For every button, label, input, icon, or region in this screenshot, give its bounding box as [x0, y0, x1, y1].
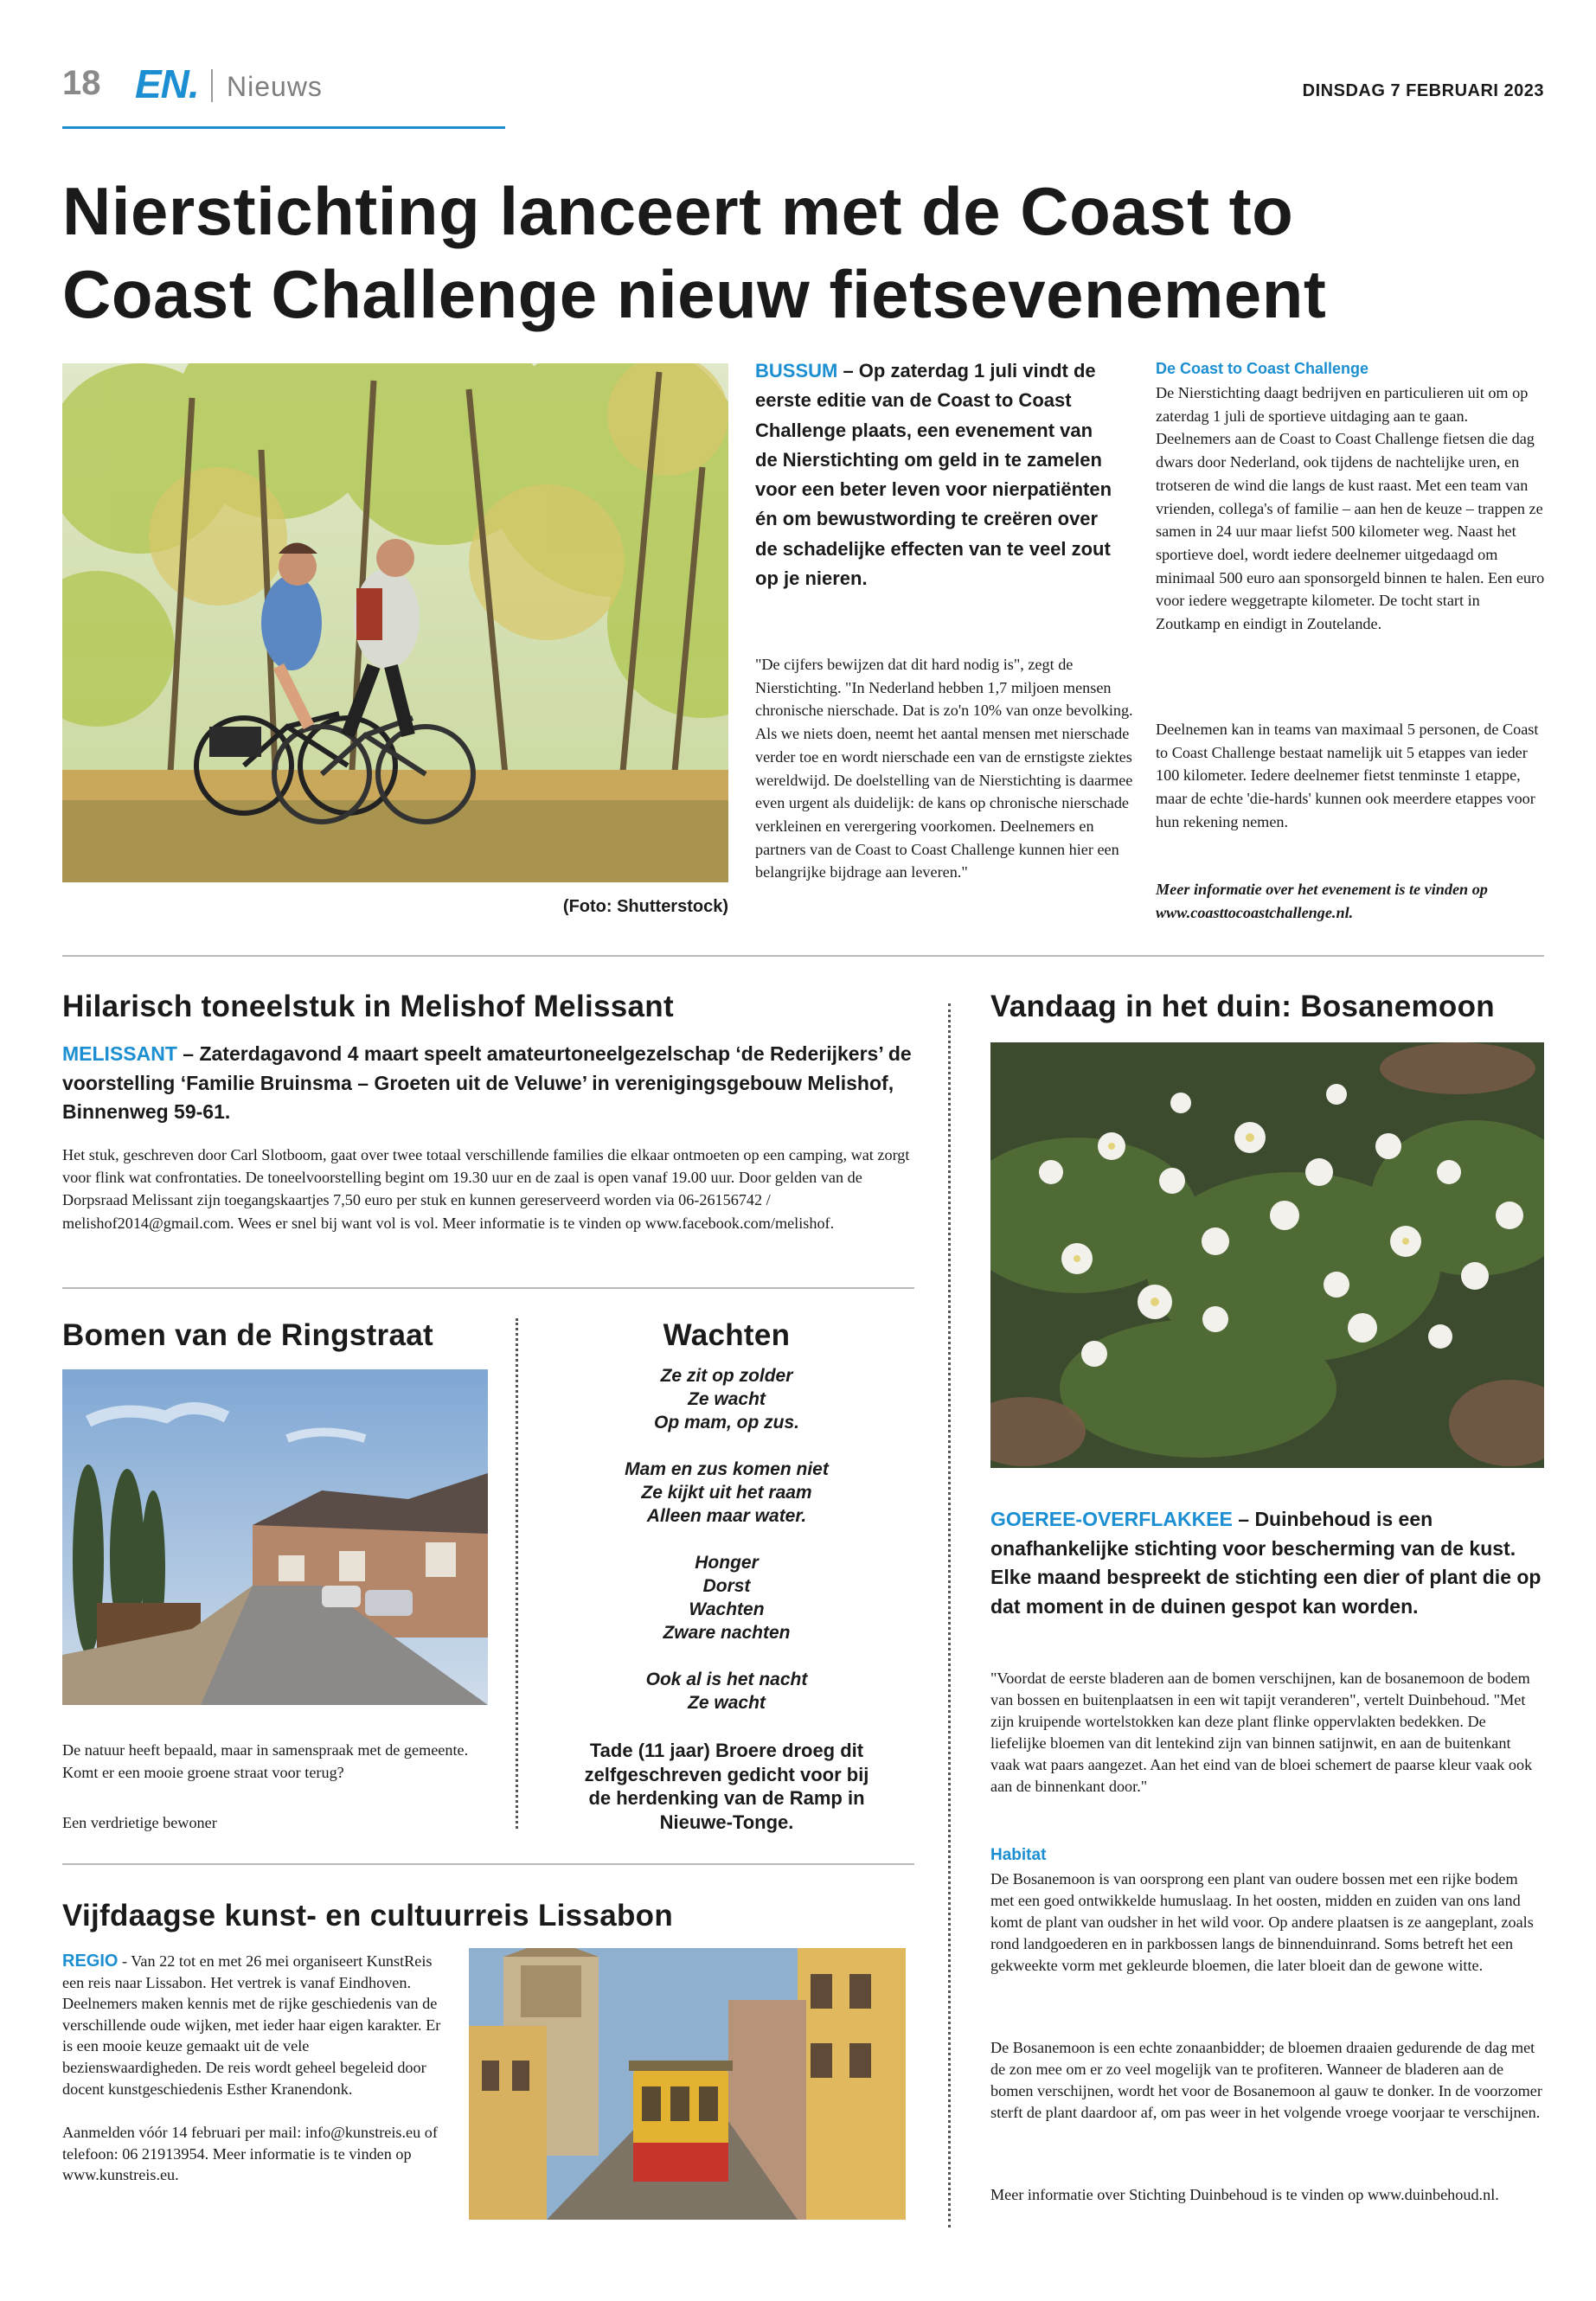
lissabon-photo — [469, 1948, 906, 2220]
duin-body-2: De Bosanemoon is van oorsprong een plant van oudere bossen met een rijke bodem met een goed ontwikkelde humuslaag. In het oosten, midden en zuiden van ons land komt de plant van oudsher in het wild voor. Op andere plaatsen is ze aangeplant, zoals rond landgoederen en in parkbossen langs de binnenduinrand. Soms betreft het een gekweekte vorm met gekleurde bloemen, die later bloeit dan de gewone witte. — [990, 1870, 1534, 1974]
masthead-rule — [62, 126, 505, 129]
duin-dateline: GOEREE-OVERFLAKKEE — [990, 1508, 1233, 1530]
page-number: 18 — [62, 64, 101, 102]
bomen-signature: Een verdrietige bewoner — [62, 1814, 217, 1831]
poem-line: Dorst — [702, 1576, 751, 1596]
poem-stanza — [545, 1458, 908, 1528]
coast-more-info: Meer informatie over het evenement is te vinden op www.coasttocoastchallenge.nl. — [1156, 881, 1488, 921]
coast-body-1: De Nierstichting daagt bedrijven en particulieren uit om op zaterdag 1 juli de sportieve uitdaging aan te gaan. Deelnemers aan de Coast to Coast Challenge fietsen die dag dwars door Nederland, ook tijdens de nachtelijke uren, en trotseren de wind die langs de kust raast. Met een team van vrienden, collega's of familie – aan hen de keuze – trappen ze samen in 24 uur maar liefst 500 kilometer weg. Naast het sportieve doel, wordt iedere deelnemer uitgedaagd om minimaal 500 euro aan sponsorgeld binnen te halen. Een euro voor iedere weggetrapte kilometer. De tocht start in Zoutkamp en eindigt in Zoutelande. — [1156, 384, 1545, 633]
lissabon-title: Vijfdaagse kunst- en cultuurreis Lissabon — [62, 1899, 673, 1932]
poem-line: Op mam, op zus. — [653, 1413, 800, 1433]
lead-text: – Op zaterdag 1 juli vindt de eerste editie van de Coast to Coast Challenge plaats, een evenement van de Nierstichting om geld in te zamelen voor een beter leven voor nierpatiënten én om bewustwording te creëren over de schadelijke effecten van te veel zout op je nieren. — [755, 360, 1112, 590]
lissabon-body-2: Aanmelden vóór 14 februari per mail: info@kunstreis.eu of telefoon: 06 21913954. Meer informatie is te vinden op www.kunstreis.eu. — [62, 2124, 438, 2184]
newspaper-logo[interactable]: EN. — [135, 61, 199, 106]
poem-line: Alleen maar water. — [646, 1506, 807, 1526]
poem-line: Mam en zus komen niet — [625, 1459, 829, 1479]
issue-date: DINSDAG 7 FEBRUARI 2023 — [1302, 81, 1544, 100]
duin-body-1: "Voordat de eerste bladeren aan de bomen verschijnen, kan de bosanemoon de bodem van bossen en buitenplaatsen in een wit tapijt veranderen", vertelt Duinbehoud. "Met zijn kruipende wortelstokken kan deze plant flinke oppervlakten bedekken. De liefelijke bloemen van dit lentekind zijn van binnen satijnwit, en aan de buitenkant vaak wat paars aangezet. Aan het eind van de bloei schemert de paarse kleur vaak ook aan de binnenkant door." — [990, 1670, 1533, 1795]
habitat-subheading: Habitat — [990, 1846, 1047, 1864]
duin-body-4: Meer informatie over Stichting Duinbehoud is te vinden op www.duinbehoud.nl. — [990, 2186, 1499, 2203]
toneel-lead-text: – Zaterdagavond 4 maart speelt amateurtoneelgezelschap ‘de Rederijkers’ de voorstelling ‘Familie Bruinsma – Groeten uit de Veluwe’ in verenigingsgebouw Melishof, Binnenweg 59-61. — [62, 1042, 912, 1123]
duin-lead-text: – Duinbehoud is een onafhankelijke stichting voor bescherming van de kust. Elke maand bespreekt de stichting een dier of plant die op dat moment in de duinen gespot kan worden. — [990, 1508, 1542, 1618]
duin-lead — [990, 1505, 1544, 1621]
dateline: BUSSUM — [755, 360, 838, 381]
ringstraat-photo — [62, 1369, 488, 1705]
poem-line: Ze wacht — [688, 1693, 766, 1713]
section-rule — [62, 955, 1544, 957]
lissabon-dateline: REGIO — [62, 1952, 119, 1971]
section-rule — [62, 1287, 914, 1289]
poem-line: Wachten — [689, 1599, 765, 1619]
duin-title: Vandaag in het duin: Bosanemoon — [990, 990, 1495, 1023]
cyclists-photo — [62, 363, 728, 882]
poem-credit: Tade (11 jaar) Broere droeg dit zelfgeschreven gedicht voor bij de herdenking van de Ramp in Nieuwe-Tonge. — [584, 1740, 869, 1833]
masthead-divider — [211, 69, 213, 102]
section-label[interactable]: Nieuws — [227, 71, 323, 102]
main-headline: Nierstichting lanceert met de Coast to Coast Challenge nieuw fietsevenement — [62, 173, 1327, 332]
poem-stanza — [545, 1551, 908, 1644]
toneel-title: Hilarisch toneelstuk in Melishof Melissant — [62, 990, 674, 1023]
lissabon-text: - Van 22 tot en met 26 mei organiseert KunstReis een reis naar Lissabon. Het vertrek is vanaf Eindhoven. Deelnemers maken kennis met de rijke geschiedenis van de verschillende oude wijken, met ieder haar eigen karakter. Er is een mooie keuze gemaakt uit de vele bezienswaardigheden. De reis wordt geheel begeleid door docent kunstgeschiedenis Esther Kranendonk. — [62, 1952, 441, 2098]
main-lead — [755, 356, 1118, 593]
toneel-body: Het stuk, geschreven door Carl Slotboom, gaat over twee totaal verschillende families die elkaar ontmoeten op een camping, wat zorgt voor flink wat confrontaties. De toneelvoorstelling begint om 19.30 uur en de zaal is open vanaf 19.00 uur. Door gelden van de Dorpsraad Melissant zijn toegangskaartjes 7,50 euro per stuk en kunnen gereserveerd worden via 06-26156742 / melishof2014@gmail.com. Wees er snel bij want vol is vol. Meer informatie is te vinden op www.facebook.com/melishof. — [62, 1146, 910, 1232]
column-divider — [516, 1318, 518, 1829]
bosanemoon-photo — [990, 1042, 1544, 1468]
poem-stanza — [545, 1364, 908, 1434]
toneel-dateline: MELISSANT — [62, 1042, 177, 1065]
coast-body-2: Deelnemen kan in teams van maximaal 5 personen, de Coast to Coast Challenge bestaat namelijk uit 5 etappes van ieder 100 kilometer. Iedere deelnemer fietst tenminste 1 etappe, maar de echte 'die-hards' kunnen ook meerdere etappes voor hun rekening nemen. — [1156, 721, 1539, 830]
poem-stanza — [545, 1668, 908, 1715]
main-body: "De cijfers bewijzen dat dit hard nodig is", zegt de Nierstichting. "In Nederland hebben 1,7 miljoen mensen chronische nierschade. Dat is zo'n 10% van onze bevolking. Als we niets doen, neemt het aantal mensen met nierschade verder toe en wordt nierschade een van de ernstigste ziektes wereldwijd. De doelstelling van de Nierstichting is daarmee even urgent als duidelijk: de kans op chronische nierschade verkleinen en verergering voorkomen. Deelnemers en partners van de Coast to Coast Challenge kunnen hier een belangrijke bijdrage aan leveren." — [755, 656, 1133, 881]
poem-line: Honger — [695, 1553, 759, 1573]
poem-text — [545, 1364, 908, 1738]
poem-line: Ze zit op zolder — [660, 1366, 793, 1386]
bomen-title: Bomen van de Ringstraat — [62, 1318, 433, 1352]
bomen-body: De natuur heeft bepaald, maar in samenspraak met de gemeente. Komt er een mooie groene straat voor terug? — [62, 1741, 469, 1782]
poem-line: Ze wacht — [688, 1389, 766, 1409]
section-rule — [62, 1863, 914, 1865]
toneel-lead — [62, 1040, 919, 1127]
coast-subheading: De Coast to Coast Challenge — [1156, 360, 1369, 377]
photo-caption: (Foto: Shutterstock) — [562, 897, 728, 916]
poem-title: Wachten — [663, 1318, 791, 1352]
poem-line: Zware nachten — [663, 1623, 791, 1643]
column-divider — [948, 1003, 951, 2227]
lissabon-body-1 — [62, 1951, 441, 2099]
poem-line: Ook al is het nacht — [645, 1670, 808, 1689]
duin-body-3: De Bosanemoon is een echte zonaanbidder; de bloemen draaien gedurende de dag met de zon mee om er zo veel mogelijk van te profiteren. Wanneer de bladeren aan de bomen verschijnen, wordt het voor de Bosanemoon al gauw te donker. In de voorzomer sterft de plant daardoor af, om pas weer in het volgende vroege voorjaar te verschijnen. — [990, 2039, 1542, 2121]
poem-line: Ze kijkt uit het raam — [641, 1483, 812, 1503]
